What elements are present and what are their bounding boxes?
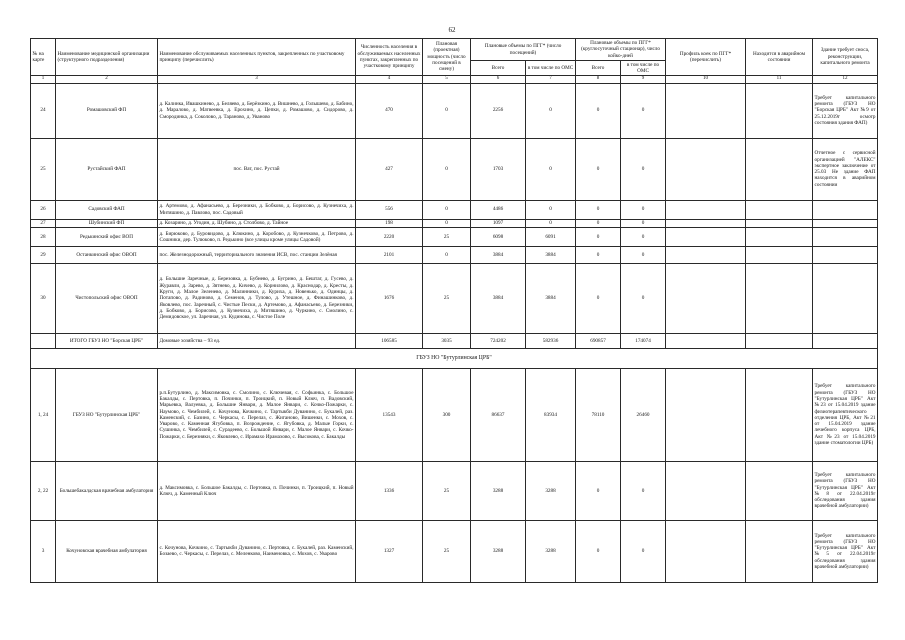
- cell-population: 198: [356, 219, 423, 227]
- cell-emergency-status: [746, 461, 813, 520]
- cell-map-number: 25: [31, 138, 56, 200]
- total-population: 106585: [356, 333, 423, 348]
- cell-visits-oms: 83934: [526, 368, 576, 461]
- total-bed-days-total: 690857: [576, 333, 621, 348]
- cell-emergency-status: [746, 246, 813, 263]
- header-settlements: Наименование обслуживаемых населенных пунктов, закрепленных по участковому принципу (перечислить): [158, 39, 356, 76]
- section-heading-row: [31, 348, 878, 368]
- cell-capacity: 0: [423, 200, 471, 219]
- page-number: 62: [448, 26, 456, 34]
- column-number: 8: [576, 75, 621, 83]
- cell-capacity: 0: [423, 138, 471, 200]
- cell-bed-profile: [666, 246, 746, 263]
- cell-bed-days-oms: 0: [621, 263, 666, 333]
- column-number: 2: [56, 75, 158, 83]
- cell-bed-days-oms: 0: [621, 219, 666, 227]
- cell-emergency-status: [746, 138, 813, 200]
- cell-bed-days-oms: 0: [621, 83, 666, 138]
- cell-org-name: Садовский ФАП: [56, 200, 158, 219]
- cell-building-condition: [813, 200, 878, 219]
- cell-bed-days-oms: 0: [621, 138, 666, 200]
- cell-settlements: пос. Ват, пос. Рустай: [158, 138, 356, 200]
- cell-settlements: Домовые хозяйства – 93 ед.: [158, 333, 356, 348]
- cell-visits-total: 1097: [471, 219, 526, 227]
- cell-bed-days-oms: 0: [621, 461, 666, 520]
- cell-bed-profile: [666, 263, 746, 333]
- cell-settlements: с. Кочунова, Кочкино, с. Тартыкби Дуванино, с. Пертовка, с. Букалей, раз. Каменский, Бозаево, с. Черкасы, с. Перелаз, с. Меленково, Наименовка, с. Мохов, с. Уварово: [158, 520, 356, 582]
- cell-settlements: д. Артемово, д. Афанасьево, д. Березники, д. Бобково, д. Борисово, д. Кузнечиха, д. Митяшино, д. Павлово, пос. Садовый: [158, 200, 356, 219]
- cell-building-condition: Требует капитального ремонта (ГБУЗ НО "Бутурлинская ЦРБ" Акт №8 от 22.04.2019г обследования здания врачебной амбулатории): [813, 461, 878, 520]
- cell-population: 1676: [356, 263, 423, 333]
- cell-visits-oms: 0: [526, 83, 576, 138]
- section-title: ГБУЗ НО "Бутурлинская ЦРБ": [31, 348, 878, 368]
- cell-bed-days-oms: 26460: [621, 368, 666, 461]
- cell-bed-profile: [666, 200, 746, 219]
- cell-bed-days-total: 0: [576, 461, 621, 520]
- cell-bed-days-total: 0: [576, 219, 621, 227]
- cell-bed-days-total: 0: [576, 263, 621, 333]
- cell-settlements: пос. Железнодорожный, территориального значения ИСВ, пос. станции Зелёная: [158, 246, 356, 263]
- cell-building-condition: [813, 219, 878, 227]
- cell-population: 2220: [356, 227, 423, 246]
- cell-settlements: д. Большие Заречные, д. Березовка, д. Бубнево, д. Бугрино, д. Бештаг, д. Гусево, д. Журавли, д. Зарево, д. Зятнево, д. Кичево, д. Корнилово, д. Краснодар, д. Кресты, д. Круги, д. Малое Зеленево, д. Малинники, д. Куриха, д. Новенько, д. Одинцы, д. Потапово, д. Радиново, д. Семенов, д. Тулово, д. Утешное, д. Финашинково, д. Яковлево, пос. Заречный, с. Чистые Пески, д. Артемово, д. Афанасьево, д. Березники, д. Бобково, д. Борисово, д. Кузнечиха, д. Митяшино, д. Чуркино, с. Смолино, с. Демидовское, ул. Заречная, ул. Кудинова, с. Чистое Поле: [158, 263, 356, 333]
- cell-visits-oms: 3288: [526, 520, 576, 582]
- cell-building-condition: [813, 333, 878, 348]
- subheader-visits-total: Всего: [471, 61, 526, 76]
- total-label: ИТОГО ГБУЗ НО "Борская ЦРБ": [56, 333, 158, 348]
- cell-bed-profile: [666, 138, 746, 200]
- cell-population: 1327: [356, 520, 423, 582]
- total-row: [31, 333, 878, 348]
- cell-org-name: Останкинский офис ОВОП: [56, 246, 158, 263]
- cell-emergency-status: [746, 520, 813, 582]
- cell-bed-profile: [666, 333, 746, 348]
- table-row: [31, 138, 878, 200]
- table-row: [31, 219, 878, 227]
- cell-capacity: 300: [423, 368, 471, 461]
- cell-bed-days-oms: 0: [621, 227, 666, 246]
- cell-building-condition: Требует капитального ремонта (ГБУЗ НО "Бутурлинская ЦРБ" Акт №23 от 15.04.2019 здание физиотерапевтического отделения ЦРБ, Акт №21 от 15.04.2019 здание лечебного корпуса ЦРБ, Акт №23 от 15.04.2019 здание стоматологии ЦРБ): [813, 368, 878, 461]
- table-row: [31, 227, 878, 246]
- cell-visits-oms: 3884: [526, 246, 576, 263]
- header-bed-profile: Профиль коек по ПГГ* (перечислить): [666, 39, 746, 76]
- cell-capacity: 25: [423, 263, 471, 333]
- cell-bed-profile: [666, 461, 746, 520]
- cell-org-name: Ромашовский ФП: [56, 83, 158, 138]
- cell-bed-profile: [666, 368, 746, 461]
- cell-settlements: д. Бирюково, д. Буровидово, д. Клюкино, д. Коробово, д. Кузнечково, д. Петрово, д. Сошники, дер. Тулюково, п. Редькино (все улицы кроме улицы Садовой): [158, 227, 356, 246]
- header-visits: Плановые объемы по ПГГ* (число посещений): [471, 39, 576, 61]
- cell-emergency-status: [746, 83, 813, 138]
- cell-visits-total: 2256: [471, 83, 526, 138]
- column-number-row: [31, 75, 878, 83]
- cell-visits-oms: 0: [526, 138, 576, 200]
- cell-settlements: д. Максимовка, с. Большое Бакалды, с. Пертовка, п. Починки, п. Троицкий, п. Новый Ключ, д. Каменный Ключ: [158, 461, 356, 520]
- cell-visits-total: 1703: [471, 138, 526, 200]
- cell-emergency-status: [746, 227, 813, 246]
- header-condition: Здание требует сноса, реконструкции, капитального ремонта: [813, 39, 878, 76]
- total-capacity: 3035: [423, 333, 471, 348]
- header-org-name: Наименование медицинской организации (структурного подразделения): [56, 39, 158, 76]
- cell-map-number: 30: [31, 263, 56, 333]
- cell-bed-profile: [666, 83, 746, 138]
- total-bed-days-oms: 174074: [621, 333, 666, 348]
- cell-capacity: 25: [423, 520, 471, 582]
- cell-bed-profile: [666, 520, 746, 582]
- column-number: 6: [471, 75, 526, 83]
- subheader-bed-days-oms: в том числе по ОМС: [621, 61, 666, 76]
- cell-settlements: д. Калинка, Ивашкинево, д. Беляево, д. Берёзкино, д. Вишнево, д. Голышево, д. Бабино, д. Маралово, д. Матвеевка, д. Ерохино, д. Цепки, д. Ромашово, д. Сидорово, д. Смородинка, д. Соколово, д. Тараново, д. Уваново: [158, 83, 356, 138]
- cell-visits-total: 3884: [471, 263, 526, 333]
- cell-org-name: Большебакалдская врачебная амбулатория: [56, 461, 158, 520]
- cell-bed-days-total: 0: [576, 138, 621, 200]
- cell-bed-days-total: 0: [576, 83, 621, 138]
- subheader-visits-oms: в том числе по ОМС: [526, 61, 576, 76]
- cell-building-condition: Требует капитального ремонта (ГБУЗ НО "Бутурлинская ЦРБ" Акт №5 от 22.04.2019г обследования здания врачебной амбулатории): [813, 520, 878, 582]
- cell-bed-days-total: 0: [576, 227, 621, 246]
- column-number: 10: [666, 75, 746, 83]
- cell-emergency-status: [746, 200, 813, 219]
- column-number: 5: [423, 75, 471, 83]
- cell-population: 1336: [356, 461, 423, 520]
- facilities-table: [30, 38, 878, 583]
- table-row: [31, 461, 878, 520]
- cell-visits-oms: 6091: [526, 227, 576, 246]
- cell-org-name: Чистопольский офис ОВОП: [56, 263, 158, 333]
- table-row: [31, 200, 878, 219]
- cell-org-name: Кочуновская врачебная амбулатория: [56, 520, 158, 582]
- table-row: [31, 246, 878, 263]
- column-number: 3: [158, 75, 356, 83]
- cell-settlements: р.п.Бутурлино, д. Максимовка, с. Смолино, с. Ключевая, с. Софьинка, с. Большое Бакалды, с. Пертовка, п. Починки, п. Троицкий, п. Новый Ключ, п. Вадовский, Марьевка, Валуевка, д. Большие Январи, д. Малое Январи, с. Кочко-Пожарки, с. Наумово, с. Чембилей, с. Кочунова, Кочкино, с. Тартыкби Дуванино, с. Букалей, раз. Каменский, с. Базино, с. Черкасы, с. Перелаз, с. Жиганово, Вишенки, с. Мохов, с. Уварово, с. Каменная Ягубовка, п. Возрождение, с. Ягубовка, д. Малые Горки, с. Сушинка, с. Чембилей, с. Сурадеево, с. Большой Январи, с. Малое Январи, с. Кочко-Пожарки, с. Березняки, с. Яковлево, с. Ирамахо Ирамахово, с. Высокова, с. Бакалды: [158, 368, 356, 461]
- table-row: [31, 520, 878, 582]
- cell-emergency-status: [746, 368, 813, 461]
- cell-map-number: 28: [31, 227, 56, 246]
- cell-visits-total: 86637: [471, 368, 526, 461]
- cell-org-name: Редькинский офис ВОП: [56, 227, 158, 246]
- cell-building-condition: Требует капитального ремонта (ГБУЗ НО "Борская ЦРБ" Акт №9 от 25.12.2019г осмотр состояния здания ФАП): [813, 83, 878, 138]
- table-row: [31, 263, 878, 333]
- cell-population: 2101: [356, 246, 423, 263]
- cell-map-number: [31, 333, 56, 348]
- header-map-number: № на карте: [31, 39, 56, 76]
- cell-map-number: 24: [31, 83, 56, 138]
- cell-population: 556: [356, 200, 423, 219]
- cell-bed-profile: [666, 219, 746, 227]
- total-visits-oms: 582936: [526, 333, 576, 348]
- cell-bed-days-oms: 0: [621, 520, 666, 582]
- column-number: 1: [31, 75, 56, 83]
- cell-capacity: 0: [423, 83, 471, 138]
- cell-visits-oms: 0: [526, 219, 576, 227]
- cell-population: 470: [356, 83, 423, 138]
- cell-capacity: 25: [423, 227, 471, 246]
- header-emergency: Находится в аварийном состоянии: [746, 39, 813, 76]
- cell-map-number: 1, 24: [31, 368, 56, 461]
- cell-bed-days-total: 0: [576, 246, 621, 263]
- cell-bed-days-oms: 0: [621, 200, 666, 219]
- column-number: 12: [813, 75, 878, 83]
- cell-population: 13543: [356, 368, 423, 461]
- cell-building-condition: [813, 263, 878, 333]
- cell-visits-oms: 3884: [526, 263, 576, 333]
- table-row: [31, 368, 878, 461]
- cell-org-name: Шубинский ФП: [56, 219, 158, 227]
- cell-visits-oms: 0: [526, 200, 576, 219]
- column-number: 11: [746, 75, 813, 83]
- header-bed-days: Плановые объемы по ПГГ* (круглосуточный стационар), число койко-дней: [576, 39, 666, 61]
- subheader-bed-days-total: Всего: [576, 61, 621, 76]
- cell-map-number: 26: [31, 200, 56, 219]
- column-number: 4: [356, 75, 423, 83]
- header-population: Численность населения в обслуживаемых населенных пунктах, закрепленных по участковому принципу: [356, 39, 423, 76]
- table-row: [31, 83, 878, 138]
- cell-map-number: 29: [31, 246, 56, 263]
- cell-building-condition: [813, 246, 878, 263]
- cell-map-number: 27: [31, 219, 56, 227]
- cell-visits-total: 3884: [471, 246, 526, 263]
- cell-visits-total: 3288: [471, 461, 526, 520]
- cell-settlements: д. Козарино, д. Угодин, д. Шубино, д. Столбово, д. Тайное: [158, 219, 356, 227]
- cell-capacity: 25: [423, 461, 471, 520]
- column-number: 9: [621, 75, 666, 83]
- cell-bed-days-total: 0: [576, 520, 621, 582]
- cell-population: 427: [356, 138, 423, 200]
- column-number: 7: [526, 75, 576, 83]
- cell-visits-oms: 3288: [526, 461, 576, 520]
- total-visits-total: 724202: [471, 333, 526, 348]
- cell-visits-total: 4486: [471, 200, 526, 219]
- cell-map-number: 2, 22: [31, 461, 56, 520]
- cell-building-condition: Отчетное с сервисной организацией "АЛЕКС" экспертное заключение от 25.03 Не здание ФАП находится в аварийном состоянии: [813, 138, 878, 200]
- cell-emergency-status: [746, 263, 813, 333]
- cell-bed-days-oms: 0: [621, 246, 666, 263]
- cell-org-name: ГБУЗ НО "Бутурлинская ЦРБ": [56, 368, 158, 461]
- cell-map-number: 3: [31, 520, 56, 582]
- header-row: [31, 39, 878, 61]
- cell-visits-total: 6098: [471, 227, 526, 246]
- header-capacity: Плановая (проектная) мощность (число посещений в смену): [423, 39, 471, 76]
- cell-emergency-status: [746, 219, 813, 227]
- cell-emergency-status: [746, 333, 813, 348]
- cell-bed-profile: [666, 227, 746, 246]
- cell-org-name: Рустайский ФАП: [56, 138, 158, 200]
- cell-building-condition: [813, 227, 878, 246]
- cell-bed-days-total: 0: [576, 200, 621, 219]
- cell-capacity: 0: [423, 246, 471, 263]
- cell-capacity: 0: [423, 219, 471, 227]
- cell-bed-days-total: 78110: [576, 368, 621, 461]
- cell-visits-total: 3288: [471, 520, 526, 582]
